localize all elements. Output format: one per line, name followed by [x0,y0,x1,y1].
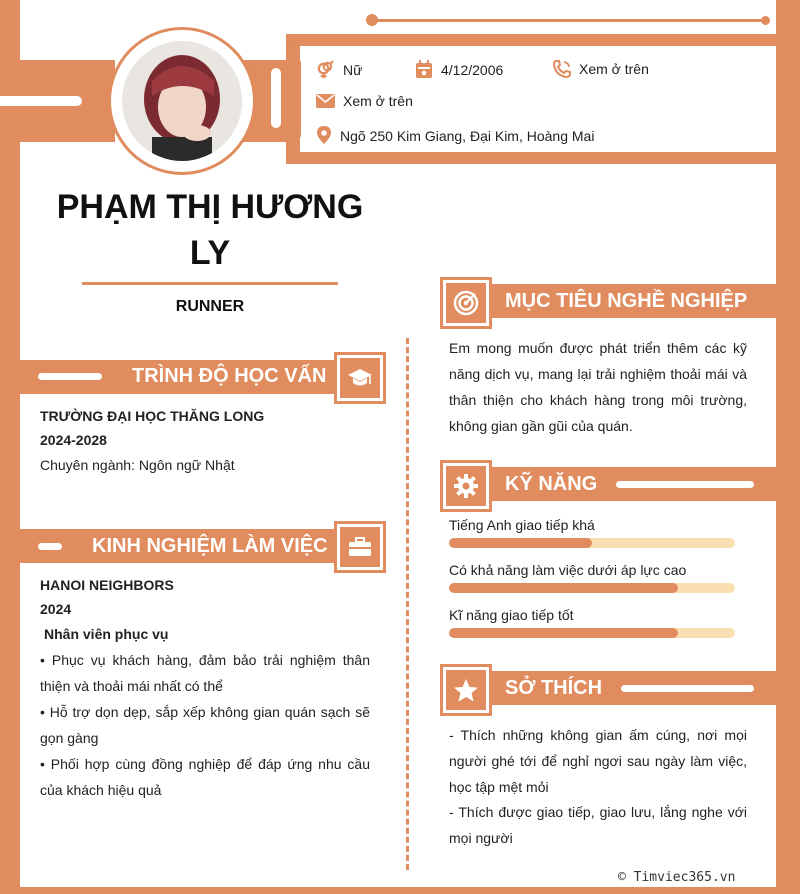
education-years: 2024-2028 [40,432,107,448]
experience-role: Nhân viên phục vụ [44,626,169,642]
skills-icon-box [443,463,489,509]
address-value: Ngõ 250 Kim Giang, Đại Kim, Hoàng Mai [340,127,595,144]
job-title: RUNNER [175,298,245,315]
star-icon [453,678,479,703]
phone-value: Xem ở trên [579,61,649,77]
skill-bar [449,538,735,548]
header-band-stripe [0,96,82,106]
hobbies-icon-box [443,667,489,713]
skill-bar-fill [449,628,678,638]
skill-label: Tiếng Anh giao tiếp khá [449,517,595,533]
birthday-value: 4/12/2006 [441,61,504,78]
contact-email [316,93,413,109]
hobbies-header-stripe [621,685,754,692]
envelope-icon [316,94,335,108]
bottom-border [0,887,800,894]
education-major: Chuyên ngành: Ngôn ngữ Nhật [40,457,235,473]
skill-bar [449,583,735,593]
graduation-cap-icon [347,367,373,389]
card-line-top [296,39,776,42]
column-divider [406,338,409,870]
email-value: Xem ở trên [343,93,413,109]
top-deco-dot-left [366,14,378,26]
briefcase-icon [348,537,372,557]
contact-address [316,126,594,145]
contact-phone [553,60,649,78]
gender-value: Nữ [343,61,363,78]
experience-icon-box [337,524,383,570]
skills-heading: KỸ NĂNG [505,473,598,495]
objective-icon-box [443,280,489,326]
experience-bullet: • Phối hợp cùng đồng nghiệp để đáp ứng nhu cầu của khách hiệu quả [40,756,370,798]
skills-header-stripe [616,481,754,488]
hobbies-heading: SỞ THÍCH [505,677,603,699]
education-icon-box [337,355,383,401]
objective-text: Em mong muốn được phát triển thêm các kỹ năng dịch vụ, mang lại trải nghiệm thoải mái và thân thiện cho khách hàng trong môi trường, không gian gần gũi của quán. [449,340,747,434]
education-school: TRƯỜNG ĐẠI HỌC THĂNG LONG [40,408,265,424]
location-pin-icon [316,126,332,145]
gender-icon [316,60,335,79]
experience-year: 2024 [40,601,72,617]
experience-header-stripe [38,543,62,550]
hobby-item: - Thích được giao tiếp, giao lưu, lắng nghe với mọi người [449,804,747,846]
skill-bar-fill [449,538,592,548]
phone-icon [553,60,571,78]
card-dot-bottom [290,153,301,164]
skill-bar [449,628,735,638]
avatar [122,41,242,161]
full-name: PHẠM THỊ HƯƠNG LY [56,188,364,272]
gear-icon [453,473,479,499]
top-deco-dot-right [761,16,770,25]
watermark: © Timviec365.vn [618,870,736,885]
education-heading: TRÌNH ĐỘ HỌC VẤN [132,365,327,387]
name-underline [82,282,338,285]
card-line-bottom [296,157,776,160]
skill-bar-fill [449,583,678,593]
skill-label: Kĩ năng giao tiếp tốt [449,607,574,623]
contact-gender [316,60,362,79]
experience-company: HANOI NEIGHBORS [40,577,174,593]
objective-heading: MỤC TIÊU NGHỀ NGHIỆP [505,290,748,312]
right-border [776,0,800,894]
experience-bullet: • Phục vụ khách hàng, đảm bảo trải nghiệm thân thiện và thoải mái nhất có thể [40,652,370,694]
top-deco-line [372,19,766,22]
target-icon [453,290,479,316]
hobby-item: - Thích những không gian ấm cúng, nơi mọi người ghé tới để nghỉ ngơi sau ngày làm việc, học tập mệt mỏi [449,727,747,795]
education-header-stripe [38,373,102,380]
experience-heading: KINH NGHIỆM LÀM VIỆC [92,535,328,557]
header-band-vstripe [271,68,281,128]
skill-label: Có khả năng làm việc dưới áp lực cao [449,562,687,578]
contact-birthday [415,60,503,79]
experience-bullet: • Hỗ trợ dọn dẹp, sắp xếp không gian quán sạch sẽ gọn gàng [40,704,370,746]
calendar-icon [415,60,433,79]
card-vline [291,58,301,140]
card-dot-top [290,35,301,46]
